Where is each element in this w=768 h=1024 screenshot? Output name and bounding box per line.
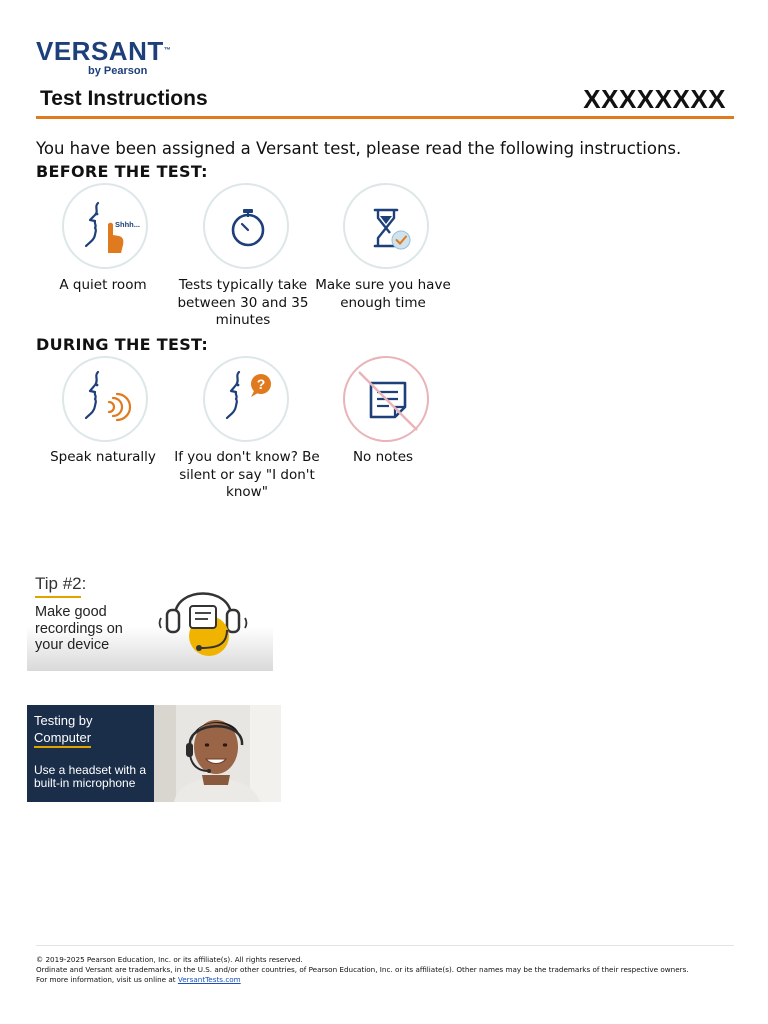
intro-text: You have been assigned a Versant test, please read the following instructions. [36, 139, 682, 158]
shhh-label: Shhh... [115, 220, 140, 229]
footer-more-info [36, 975, 689, 985]
during-heading: DURING THE TEST: [36, 335, 209, 354]
footer-trademarks: Ordinate and Versant are trademarks, in the U.S. and/or other countries, of Pearson Education, Inc. or its affiliate(s). Other names may be the trademarks of their respective owners. [36, 965, 689, 975]
computer-heading-line2: Computer [34, 729, 91, 748]
test-code: XXXXXXXX [583, 84, 726, 114]
versant-logo [36, 38, 171, 78]
versant-tests-link[interactable]: VersantTests.com [177, 975, 241, 985]
question-face-icon [203, 356, 289, 442]
tip-text: Make good recordings on your device [35, 604, 123, 653]
speaking-face-icon [62, 356, 148, 442]
question-mark: ? [256, 376, 266, 392]
caption-enough-time: Make sure you have enough time [315, 277, 451, 311]
stopwatch-icon [203, 183, 289, 269]
caption-dont-know: If you don't know? Be silent or say "I don't know" [174, 449, 320, 500]
tip-underline [35, 596, 81, 598]
footer-more-info-text: For more information, visit us online at [36, 975, 178, 985]
before-heading: BEFORE THE TEST: [36, 162, 208, 181]
computer-heading [34, 712, 93, 748]
logo-trademark: ™ [163, 47, 172, 54]
headphones-icon [153, 564, 253, 664]
caption-speak-naturally: Speak naturally [50, 449, 156, 465]
computer-banner-text: Use a headset with a built-in microphone [34, 763, 147, 790]
page-title: Test Instructions [40, 87, 208, 110]
man-with-headset-photo [154, 705, 281, 802]
hourglass-check-icon [343, 183, 429, 269]
computer-banner [27, 705, 281, 802]
tip-title: Tip #2: [35, 574, 87, 593]
footer-divider [36, 945, 734, 946]
caption-test-duration: Tests typically take between 30 and 35 minutes [177, 277, 309, 328]
tip-banner [27, 564, 273, 671]
footer [36, 955, 689, 986]
footer-copyright: © 2019-2025 Pearson Education, Inc. or its affiliate(s). All rights reserved. [36, 955, 303, 964]
quiet-face-icon [62, 183, 148, 269]
no-notes-icon [343, 356, 429, 442]
header-divider [36, 116, 734, 119]
logo-subtitle: by Pearson [88, 65, 148, 77]
caption-quiet-room: A quiet room [59, 277, 147, 293]
computer-heading-line1: Testing by [34, 713, 93, 728]
logo-wordmark: VERSANT [36, 36, 164, 66]
caption-no-notes: No notes [352, 449, 414, 465]
